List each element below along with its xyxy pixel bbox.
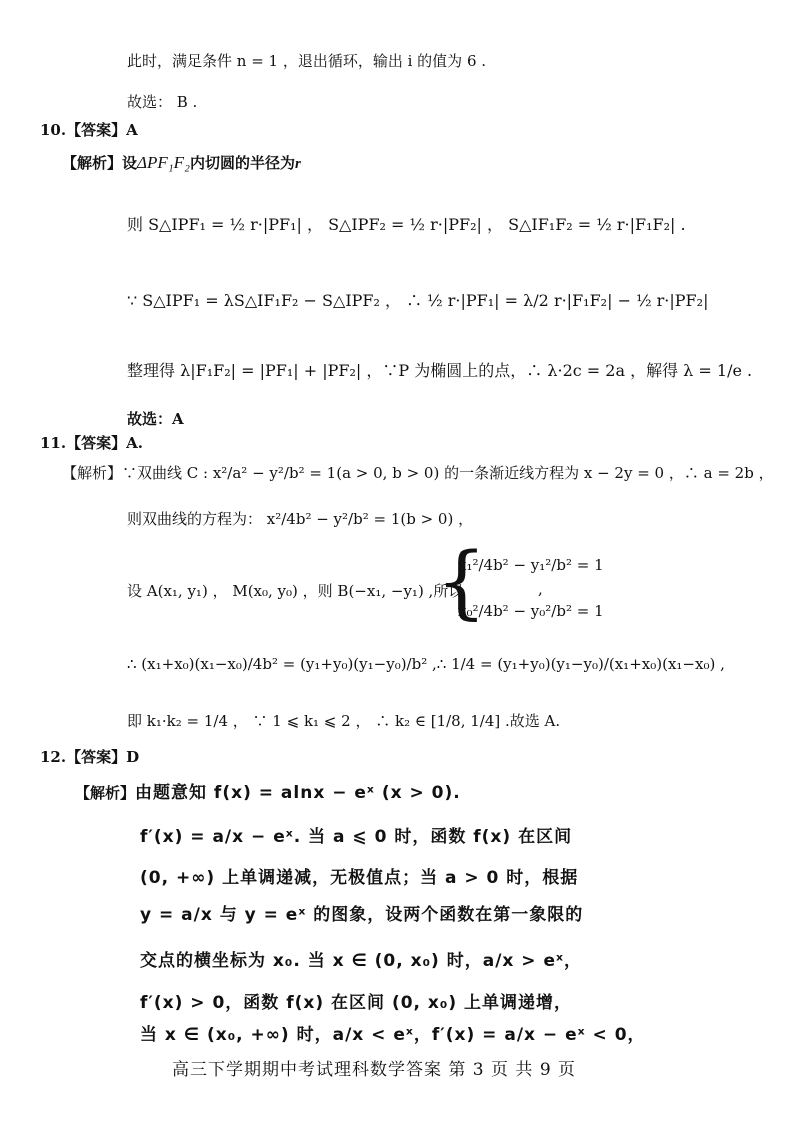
system-trailing-comma: , [538,580,543,598]
q12-intersection: 交点的横坐标为 x₀. 当 x ∈ (0, x₀) 时，a/x > eˣ， [140,951,583,971]
system-equation-2: x₀²/4b² − y₀²/b² = 1 [458,602,604,620]
q12-monotonic-case: (0, +∞) 上单调递减，无极值点；当 a > 0 时，根据 [140,868,579,888]
q11-answer-heading: 11.【答案】A. [40,434,143,452]
q10-analysis-line-1 [62,152,301,173]
q12-answer-heading: 12.【答案】D [40,748,140,766]
q10-triangle-symbol: ΔPF₁F₂ [137,153,190,172]
q10-answer-heading: 10.【答案】A [40,121,138,139]
q12-graphs: y = a/x 与 y = eˣ 的图象，设两个函数在第一象限的 [140,905,584,925]
q11-slope-relation: ∴ (x₁+x₀)(x₁−x₀)/4b² = (y₁+y₀)(y₁−y₀)/b² ,∴ 1/4 = (y₁+y₀)(y₁−y₀)/(x₁+x₀)(x₁−x₀) , [127,655,725,673]
page-footer: 高三下学期期中考试理科数学答案 第 3 页 共 9 页 [172,1060,577,1080]
q11-conclusion: 即 k₁·k₂ = 1/4 ， ∵ 1 ⩽ k₁ ⩽ 2 ， ∴ k₂ ∈ [1/8, 1/4] .故选 A. [127,712,561,730]
q10-area-relation: ∵ S△IPF₁ = λS△IF₁F₂ − S△IPF₂ ， ∴ ½ r·|PF₁| = λ/2 r·|F₁F₂| − ½ r·|PF₂| [127,291,709,310]
q10-conclusion: 整理得 λ|F₁F₂| = |PF₁| + |PF₂| ，∵P 为椭圆上的点，∴ λ·2c = 2a ，解得 λ = 1/e . [127,361,753,380]
q12-increasing: f′(x) > 0，函数 f(x) 在区间 (0, x₀) 上单调递增， [140,993,573,1013]
system-brace: { [436,535,487,628]
q12-analysis-line-1 [75,778,461,803]
q10-radius-symbol: r [294,156,301,172]
q11-hyperbola-equation: 则双曲线的方程为： x²/4b² − y²/b² = 1(b > 0) ， [127,510,474,528]
q12-derivative: f′(x) = a/x − eˣ. 当 a ⩽ 0 时，函数 f(x) 在区间 [140,827,573,847]
q12-analysis-prefix: 【解析】 [75,784,136,802]
q11-points-definition: 设 A(x₁, y₁) ， M(x₀, y₀) ，则 B(−x₁, −y₁) ,所以 [127,582,464,600]
text-line-2: 故选： B . [127,93,198,111]
system-equation-1: x₁²/4b² − y₁²/b² = 1 [458,556,604,574]
q12-function-definition: 由题意知 f(x) = alnx − eˣ (x > 0). [135,783,461,803]
q10-analysis-prefix: 【解析】设 [62,154,138,172]
q11-analysis-line-1: 【解析】∵双曲线 C : x²/a² − y²/b² = 1(a > 0, b > 0) 的一条渐近线方程为 x − 2y = 0 ，∴ a = 2b ， [62,464,774,482]
q10-analysis-text: 内切圆的半径为 [189,154,295,172]
q10-area-equations: 则 S△IPF₁ = ½ r·|PF₁| ， S△IPF₂ = ½ r·|PF₂| ， S△IF₁F₂ = ½ r·|F₁F₂| . [127,215,686,234]
text-line-1: 此时，满足条件 n = 1 ，退出循环，输出 i 的值为 6 . [127,52,487,70]
q12-decreasing: 当 x ∈ (x₀, +∞) 时，a/x < eˣ，f′(x) = a/x − eˣ < 0， [140,1025,646,1045]
q10-choice: 故选：A [127,410,184,428]
